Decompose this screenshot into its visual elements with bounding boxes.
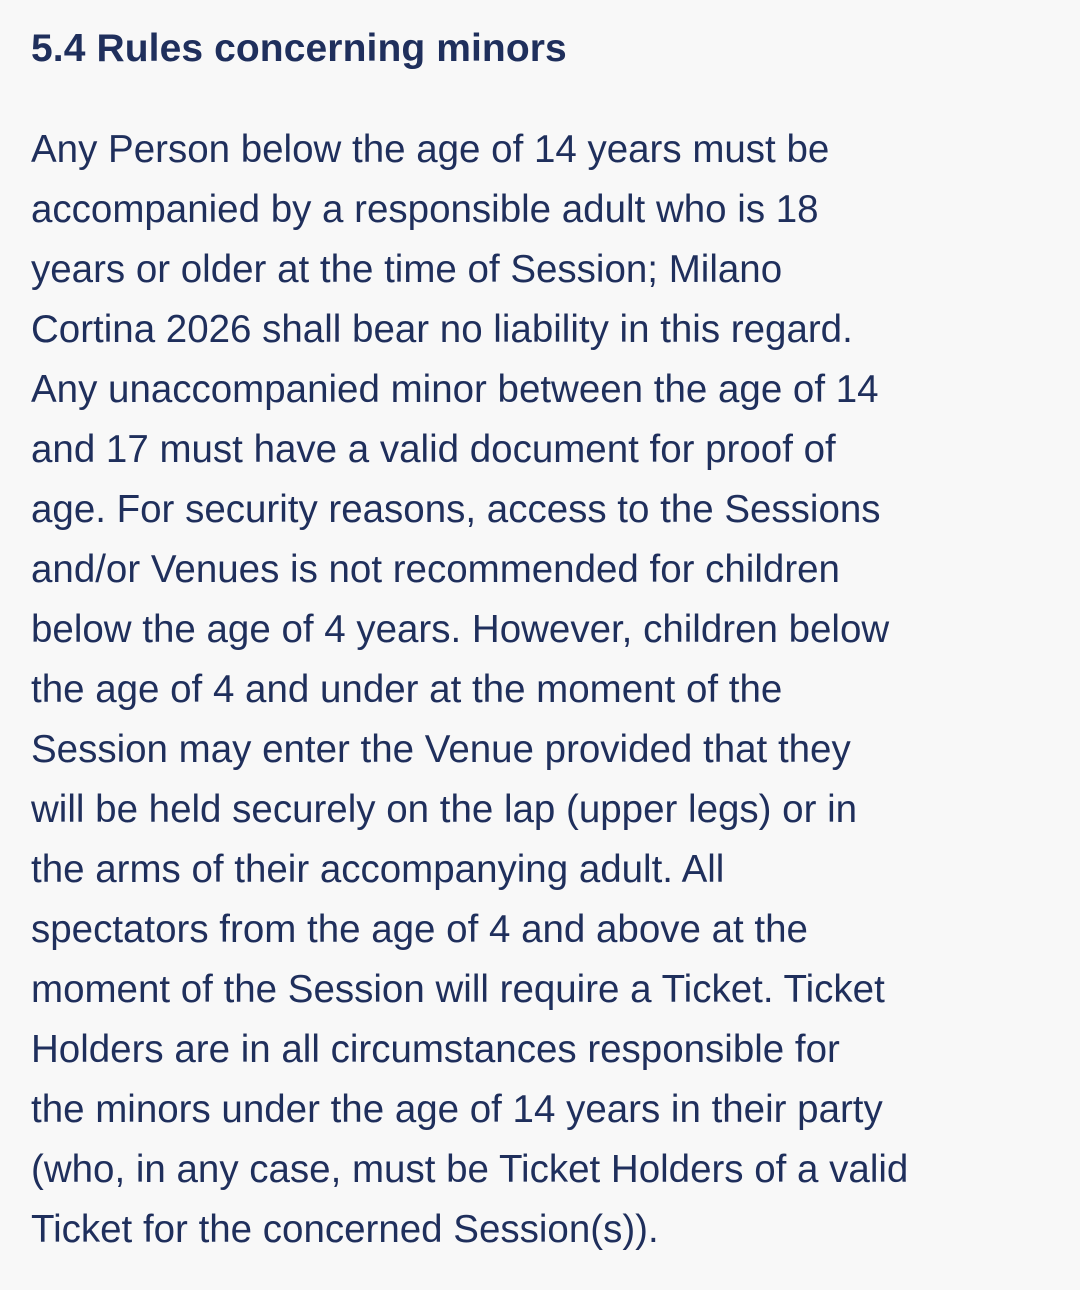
section-body bbox=[31, 76, 1050, 1260]
body-line: will be held securely on the lap (upper legs) or in bbox=[31, 788, 858, 831]
body-line: below the age of 4 years. However, children below bbox=[31, 608, 890, 651]
body-line: and 17 must have a valid document for proof of bbox=[31, 428, 836, 471]
body-line: (who, in any case, must be Ticket Holders of a valid bbox=[31, 1148, 909, 1191]
body-line: moment of the Session will require a Ticket. Ticket bbox=[31, 968, 885, 1011]
body-line: Cortina 2026 shall bear no liability in this regard. bbox=[31, 308, 853, 351]
body-line: accompanied by a responsible adult who is 18 bbox=[31, 188, 819, 231]
body-line: Session may enter the Venue provided that they bbox=[31, 728, 851, 771]
body-line: Ticket for the concerned Session(s)). bbox=[31, 1208, 659, 1251]
body-line: the minors under the age of 14 years in their party bbox=[31, 1088, 883, 1131]
body-line: Any unaccompanied minor between the age of 14 bbox=[31, 368, 879, 411]
section-title: 5.4 Rules concerning minors bbox=[31, 27, 567, 70]
body-line: age. For security reasons, access to the Sessions bbox=[31, 488, 881, 531]
body-line: spectators from the age of 4 and above at the bbox=[31, 908, 808, 951]
body-line: Any Person below the age of 14 years must be bbox=[31, 128, 830, 171]
body-line: the age of 4 and under at the moment of the bbox=[31, 668, 783, 711]
body-line: years or older at the time of Session; Milano bbox=[31, 248, 783, 291]
body-line: the arms of their accompanying adult. All bbox=[31, 848, 725, 891]
body-line: and/or Venues is not recommended for children bbox=[31, 548, 840, 591]
body-line: Holders are in all circumstances responsible for bbox=[31, 1028, 840, 1071]
